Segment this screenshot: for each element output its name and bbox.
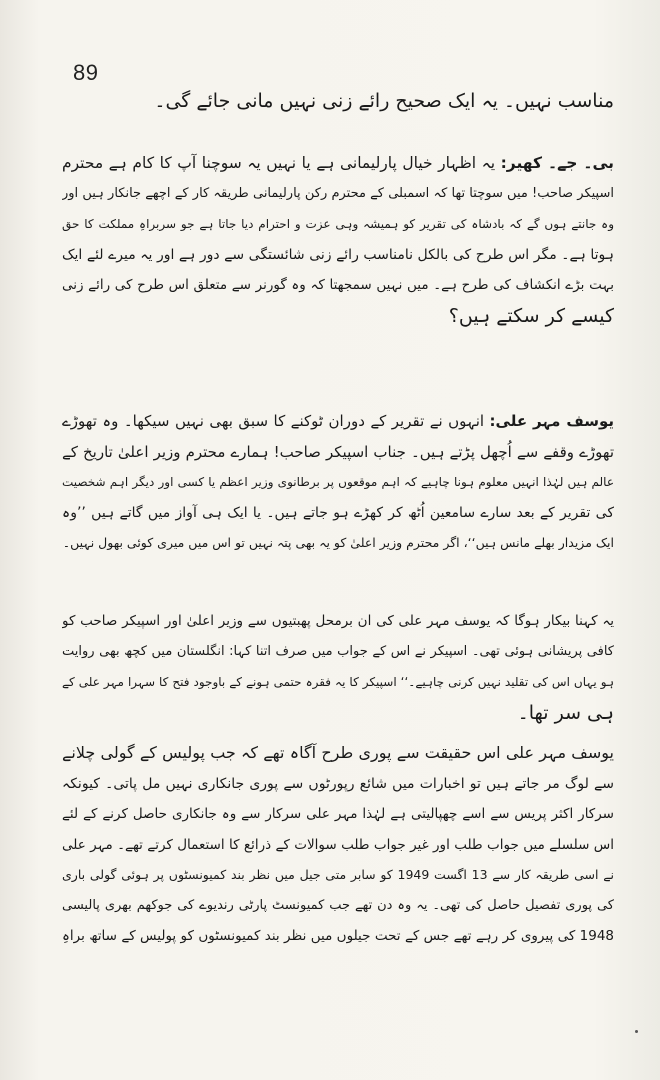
paragraph-2 xyxy=(62,148,614,331)
speaker-name: بی۔ جے۔ کھیر: xyxy=(500,154,614,172)
speaker-name: یوسف مہر علی: xyxy=(489,412,614,430)
text-line: بہت بڑے انکشاف کی طرح ہے۔ میں نہیں سمجھتا کہ وہ گورنر سے متعلق اس طرح کی رائے زنی xyxy=(62,277,614,293)
text-line: ہوتا ہے۔ مگر اس طرح کی بالکل نامناسب رائے زنی شائستگی سے دور ہے اور یہ میرے لئے ایک xyxy=(62,246,614,263)
text-line: یہ کہنا بیکار ہوگا کہ یوسف مہر علی کی ان برمحل پھبتیوں سے وزیر اعلیٰ اور اسپیکر صاحب کو xyxy=(62,613,614,629)
text-line: عالم ہیں لہٰذا انہیں معلوم ہونا چاہیے کہ اہم موقعوں پر برطانوی وزیر اعظم یا کسی اور دیگر اہم شخصیت xyxy=(62,475,614,489)
text-line: وہ جانتے ہوں گے کہ بادشاہ کی تقریر کو ہمیشہ وہی عزت و احترام دیا جاتا ہے جو سربراہِ مملکت کا حق xyxy=(62,217,614,231)
text-line: 1948 کی پیروی کر رہے تھے جس کے تحت جیلوں میں نظر بند کمیونسٹوں کو پولیس کے ساتھ براہِ xyxy=(62,928,614,944)
text-line: کی تقریر کے بعد سارے سامعین اُٹھ کر کھڑے ہو جاتے ہیں۔ یا ایک ہی آواز میں گاتے ہیں ’’وہ xyxy=(62,504,614,521)
paragraph-3 xyxy=(62,406,614,559)
paragraph-1 xyxy=(62,86,614,117)
text-line: ہو یہاں اس کی تقلید نہیں کرنی چاہیے۔‘‘ اسپیکر کا یہ فقرہ حتمی ہونے کے باوجود فتح کا سہرا مہر علی کے xyxy=(62,675,614,689)
line-text: انہوں نے تقریر کے دوران ٹوکنے کا سبق بھی نہیں سیکھا۔ وہ تھوڑے xyxy=(62,412,485,430)
text-line: اس سلسلے میں جواب طلب اور غیر جواب طلب سوالات کے ذرائع کا استعمال کرتے تھے۔ مہر علی xyxy=(62,836,614,853)
text-line: کافی پریشانی ہوئی تھی۔ اسپیکر نے اس کے جواب میں صرف اتنا کہا: انگلستان میں کچھ بھی روایت xyxy=(62,643,614,659)
text-line: کیسے کر سکتے ہیں؟ xyxy=(448,304,614,327)
text-line: یوسف مہر علی اس حقیقت سے پوری طرح آگاہ تھے کہ جب پولیس کے گولی چلانے xyxy=(62,743,614,762)
text-line: نے اسی طریقہ کار سے 13 اگست 1949 کو سابر متی جیل میں نظر بند کمیونسٹوں پر ہوئی گولی باری xyxy=(62,867,614,882)
paragraph-5 xyxy=(62,738,614,952)
text-line: ہی سر تھا۔ xyxy=(517,701,614,724)
text-line: سے لوگ مر جاتے ہیں تو اخبارات میں شائع رپورٹوں سے پوری جانکاری نہیں مل پاتی۔ کیونکہ xyxy=(62,775,614,792)
paragraph-4 xyxy=(62,606,614,728)
page-number: 89 xyxy=(73,60,99,85)
text-line: ایک مزیدار بھلے مانس ہیں‘‘، اگر محترم وزیر اعلیٰ کو یہ بھی پتہ نہیں تو اس میں میری کوئی بھول نہیں۔ xyxy=(62,535,614,550)
text-line: مناسب نہیں۔ یہ ایک صحیح رائے زنی نہیں مانی جائے گی۔ xyxy=(154,90,614,112)
page-speck xyxy=(635,1030,638,1033)
text-line: تھوڑے وقفے سے اُچھل پڑتے ہیں۔ جناب اسپیکر صاحب! ہمارے محترم وزیر اعلیٰ تاریخ کے xyxy=(62,442,614,461)
text-line: کی پوری تفصیل حاصل کی تھی۔ یہ وہ دن تھے جب کمیونسٹ پارٹی رندیوے کی جوکھم بھری پالیسی xyxy=(62,897,614,913)
text-line: اسپیکر صاحب! میں سوچتا تھا کہ اسمبلی کے محترم رکن پارلیمانی طریقہ کار کے اچھے جانکار ہیں اور xyxy=(62,185,614,201)
text-line: سرکار اکثر پریس سے اسے چھپالیتی ہے لہٰذا مہر علی سرکار سے وہ جانکاری حاصل کرنے کے لئے xyxy=(62,806,614,822)
text-line xyxy=(62,406,614,437)
text-line xyxy=(62,148,614,179)
line-text: یہ اظہار خیال پارلیمانی ہے یا نہیں یہ سوچنا آپ کا کام ہے محترم xyxy=(62,154,496,172)
